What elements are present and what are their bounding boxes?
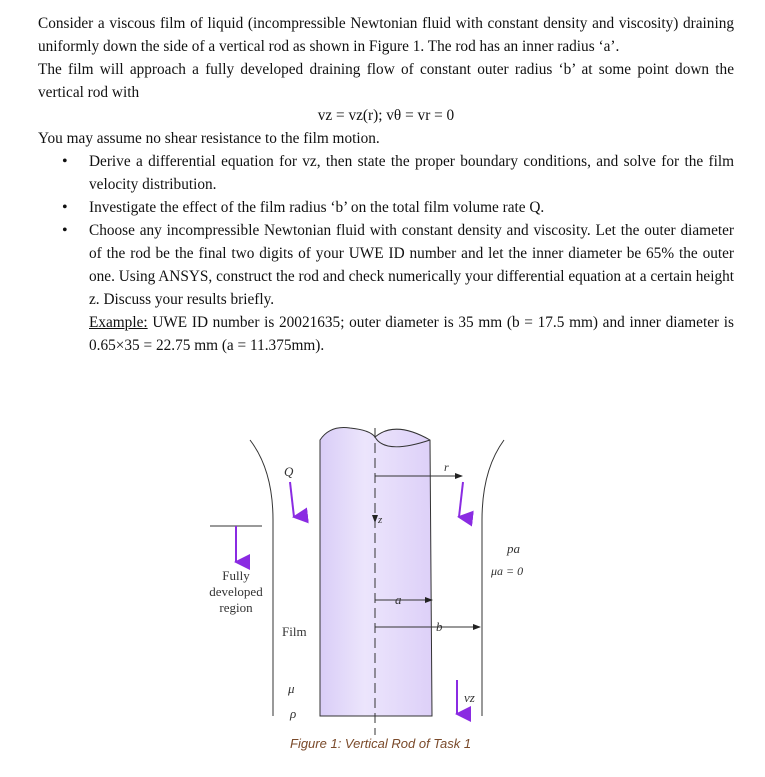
velocity-equation: vz = vz(r); vθ = vr = 0 (317, 107, 455, 124)
label-rho: ρ (290, 706, 297, 721)
intro-paragraph-2: The film will approach a fully developed draining flow of constant outer radius ‘b’ at some point down the vertical rod with (38, 61, 734, 101)
task-item: • Derive a differential equation for vz, then state the proper boundary conditions, and solve for the film velocity distribution. (89, 150, 734, 196)
assumption-text: You may assume no shear resistance to the film motion. (38, 130, 380, 147)
label-region: region (219, 600, 253, 615)
label-mua: μa = 0 (491, 564, 524, 578)
example-label: Example: (89, 314, 148, 331)
task-item: • Investigate the effect of the film radius ‘b’ on the total film volume rate Q. (89, 196, 734, 219)
film-left-boundary (250, 440, 273, 716)
figure-caption: Figure 1: Vertical Rod of Task 1 (290, 736, 472, 751)
label-r: r (444, 460, 449, 474)
label-b: b (436, 619, 443, 634)
label-mu: μ (288, 681, 295, 696)
label-developed: developed (209, 584, 263, 599)
label-z: z (378, 514, 383, 526)
label-fully: Fully (222, 568, 250, 583)
intro-paragraph: Consider a viscous film of liquid (incompressible Newtonian fluid with constant density and viscosity) draining uniformly down the side of a vertical rod as shown in Figure 1. The rod has an inner radius ‘a’. (38, 15, 734, 55)
example-text: UWE ID number is 20021635; outer diameter is 35 mm (b = 17.5 mm) and inner diameter is 0.65×35 = 22.75 mm (a = 11.375mm). (89, 314, 734, 354)
label-pa: pa (507, 541, 520, 556)
label-q: Q (284, 464, 294, 479)
rod (320, 428, 432, 717)
label-a: a (395, 592, 402, 607)
label-vz: vz (464, 690, 475, 705)
film-right-boundary (482, 440, 504, 716)
task-item-text: Choose any incompressible Newtonian fluid with constant density and viscosity. Let the outer diameter of the rod be the final two digits of your UWE ID number and let the inner diameter be 65% the outer one. Using ANSYS, construct the rod and check numerically your differential equation at a certain height z. Discuss your results briefly. (89, 222, 734, 308)
label-film: Film (282, 624, 307, 639)
